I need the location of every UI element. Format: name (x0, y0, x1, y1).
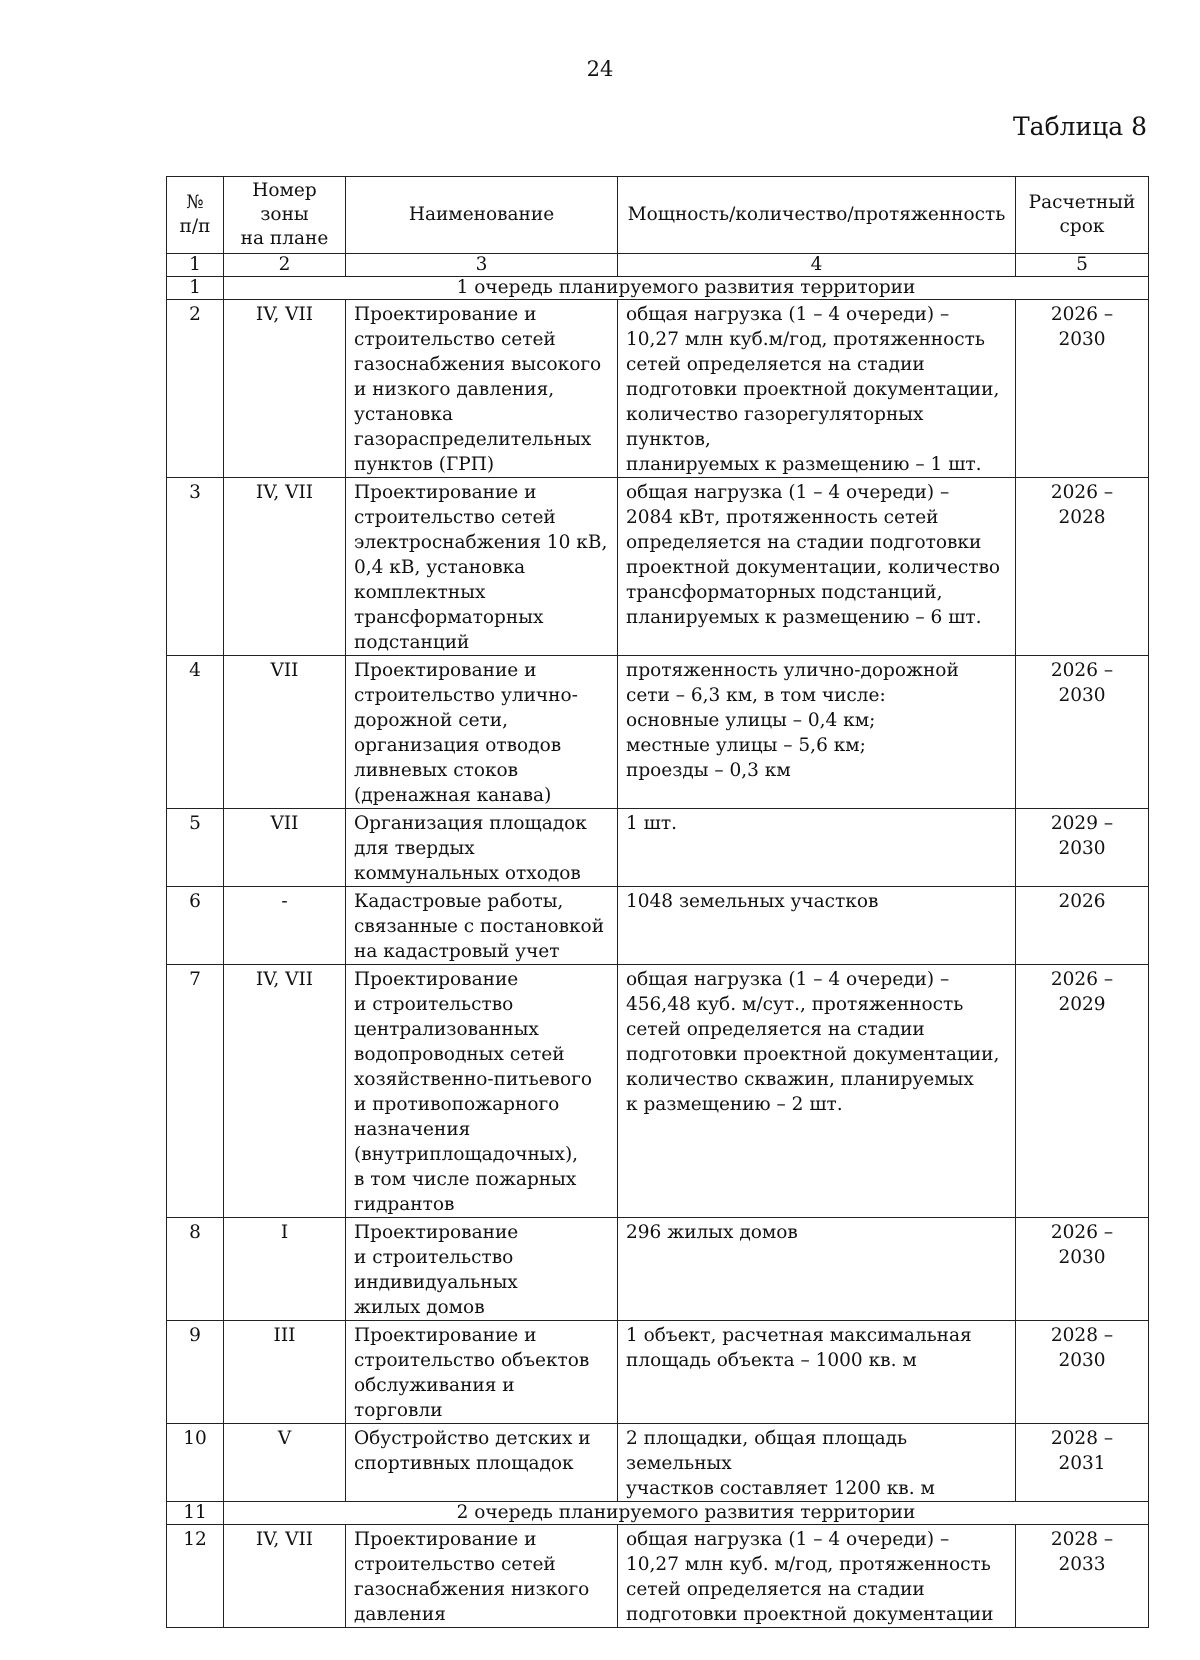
item-capacity: общая нагрузка (1 – 4 очереди) – 10,27 млн куб.м/год, протяженность сетей определяется на стадии подготовки проектной документации, количество газорегуляторных пунктов, планируемых к размещению – 1 шт. (618, 300, 1016, 478)
row-number: 10 (167, 1424, 224, 1502)
item-term: 2026 – 2029 (1016, 965, 1149, 1218)
item-capacity: протяженность улично-дорожной сети – 6,3 км, в том числе: основные улицы – 0,4 км; местные улицы – 5,6 км; проезды – 0,3 км (618, 656, 1016, 809)
zone-number: I (224, 1218, 346, 1321)
zone-number: VII (224, 656, 346, 809)
header-name: Наименование (346, 177, 618, 254)
item-name: Проектирование и строительство централизованных водопроводных сетей хозяйственно-питьевого и противопожарного назначения (внутриплощадочных), в том числе пожарных гидрантов (346, 965, 618, 1218)
table-row (167, 1525, 1149, 1628)
item-term: 2026 – 2030 (1016, 1218, 1149, 1321)
table-row (167, 300, 1149, 478)
table-row (167, 1424, 1149, 1502)
page-number: 24 (586, 57, 614, 81)
column-number: 3 (346, 254, 618, 277)
row-number: 3 (167, 478, 224, 656)
item-capacity: общая нагрузка (1 – 4 очереди) – 10,27 млн куб. м/год, протяженность сетей определяется на стадии подготовки проектной документации (618, 1525, 1016, 1628)
zone-number: V (224, 1424, 346, 1502)
section-title: 2 очередь планируемого развития территории (224, 1502, 1149, 1525)
zone-number: IV, VII (224, 300, 346, 478)
zone-number: VII (224, 809, 346, 887)
table-row (167, 1321, 1149, 1424)
zone-number: - (224, 887, 346, 965)
header-power: Мощность/количество/протяженность (618, 177, 1016, 254)
header-row (167, 177, 1149, 254)
row-number: 5 (167, 809, 224, 887)
item-name: Проектирование и строительство объектов обслуживания и торговли (346, 1321, 618, 1424)
item-name: Проектирование и строительство улично- дорожной сети, организация отводов ливневых стоков (дренажная канава) (346, 656, 618, 809)
row-number: 1 (167, 277, 224, 300)
zone-number: IV, VII (224, 1525, 346, 1628)
item-capacity: 1048 земельных участков (618, 887, 1016, 965)
row-number: 2 (167, 300, 224, 478)
item-name: Проектирование и строительство сетей газоснабжения низкого давления (346, 1525, 618, 1628)
item-term: 2026 – 2030 (1016, 300, 1149, 478)
table-row (167, 656, 1149, 809)
item-term: 2026 – 2028 (1016, 478, 1149, 656)
item-name: Проектирование и строительство индивидуальных жилых домов (346, 1218, 618, 1321)
row-number: 8 (167, 1218, 224, 1321)
item-capacity: 1 объект, расчетная максимальная площадь объекта – 1000 кв. м (618, 1321, 1016, 1424)
zone-number: IV, VII (224, 965, 346, 1218)
item-capacity: 296 жилых домов (618, 1218, 1016, 1321)
row-number: 11 (167, 1502, 224, 1525)
item-term: 2026 (1016, 887, 1149, 965)
data-table (166, 176, 1149, 1628)
item-name: Организация площадок для твердых коммунальных отходов (346, 809, 618, 887)
item-term: 2028 – 2033 (1016, 1525, 1149, 1628)
item-name: Кадастровые работы, связанные с постановкой на кадастровый учет (346, 887, 618, 965)
section-row (167, 1502, 1149, 1525)
header-term: Расчетный срок (1016, 177, 1149, 254)
table-body (167, 277, 1149, 1628)
zone-number: III (224, 1321, 346, 1424)
item-term: 2026 – 2030 (1016, 656, 1149, 809)
item-term: 2028 – 2031 (1016, 1424, 1149, 1502)
row-number: 9 (167, 1321, 224, 1424)
table-row (167, 809, 1149, 887)
table-row (167, 887, 1149, 965)
table-row (167, 1218, 1149, 1321)
zone-number: IV, VII (224, 478, 346, 656)
column-number: 2 (224, 254, 346, 277)
item-capacity: общая нагрузка (1 – 4 очереди) – 456,48 куб. м/сут., протяженность сетей определяется на стадии подготовки проектной документации, количество скважин, планируемых к размещению – 2 шт. (618, 965, 1016, 1218)
header-num: № п/п (167, 177, 224, 254)
column-number: 4 (618, 254, 1016, 277)
row-number: 12 (167, 1525, 224, 1628)
section-row (167, 277, 1149, 300)
column-number-row (167, 254, 1149, 277)
row-number: 7 (167, 965, 224, 1218)
item-term: 2028 – 2030 (1016, 1321, 1149, 1424)
item-name: Обустройство детских и спортивных площадок (346, 1424, 618, 1502)
row-number: 6 (167, 887, 224, 965)
item-name: Проектирование и строительство сетей газоснабжения высокого и низкого давления, установка газораспределительных пунктов (ГРП) (346, 300, 618, 478)
item-capacity: 2 площадки, общая площадь земельных участков составляет 1200 кв. м (618, 1424, 1016, 1502)
table-row (167, 478, 1149, 656)
item-name: Проектирование и строительство сетей электроснабжения 10 кВ, 0,4 кВ, установка комплектных трансформаторных подстанций (346, 478, 618, 656)
column-number: 5 (1016, 254, 1149, 277)
table-row (167, 965, 1149, 1218)
row-number: 4 (167, 656, 224, 809)
section-title: 1 очередь планируемого развития территории (224, 277, 1149, 300)
item-capacity: 1 шт. (618, 809, 1016, 887)
header-zone: Номер зоны на плане (224, 177, 346, 254)
item-capacity: общая нагрузка (1 – 4 очереди) – 2084 кВт, протяженность сетей определяется на стадии подготовки проектной документации, количество трансформаторных подстанций, планируемых к размещению – 6 шт. (618, 478, 1016, 656)
item-term: 2029 – 2030 (1016, 809, 1149, 887)
column-number: 1 (167, 254, 224, 277)
table-caption: Таблица 8 (1012, 112, 1147, 141)
